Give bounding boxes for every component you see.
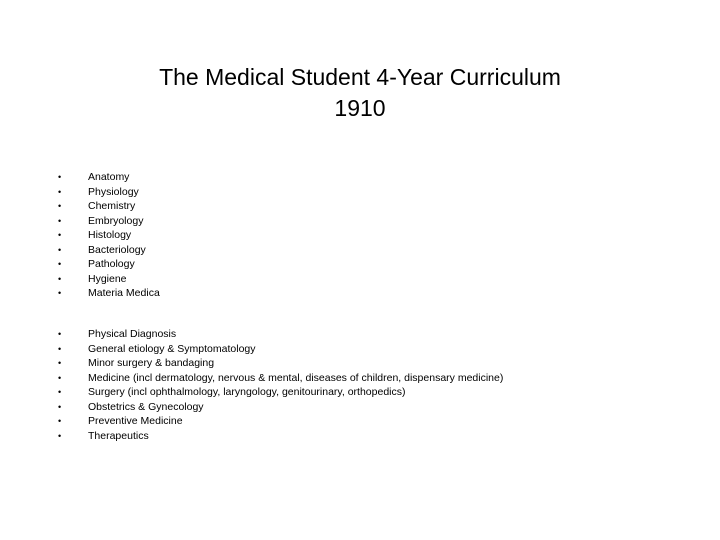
bullet-icon: •	[58, 259, 62, 269]
bullet-icon: •	[58, 401, 62, 412]
bullet-icon: •	[58, 329, 62, 339]
title-line-1: The Medical Student 4-Year Curriculum	[159, 64, 561, 90]
list-item-text: Medicine (incl dermatology, nervous & mental, diseases of children, dispensary medicine)	[88, 371, 504, 384]
bullet-icon: •	[58, 273, 62, 284]
list-item-text: Therapeutics	[88, 429, 149, 442]
bullet-icon: •	[58, 387, 62, 397]
list-item-text: Hygiene	[88, 272, 127, 285]
bullet-icon: •	[58, 416, 62, 426]
bullet-icon: •	[58, 372, 62, 383]
bullet-icon: •	[58, 230, 62, 240]
list-item-text: Obstetrics & Gynecology	[88, 400, 204, 413]
title-line-2: 1910	[334, 95, 386, 121]
bullet-icon: •	[58, 186, 62, 197]
list-item-text: Surgery (incl ophthalmology, laryngology, genitourinary, orthopedics)	[88, 386, 406, 398]
bullet-icon: •	[58, 215, 62, 226]
bullet-icon: •	[58, 172, 62, 182]
list-item-text: Histology	[88, 229, 132, 241]
list-item-text: Preventive Medicine	[88, 415, 183, 427]
list-item-text: Embryology	[88, 214, 144, 227]
list-item-text: Bacteriology	[88, 243, 146, 256]
bullet-icon: •	[58, 430, 62, 441]
bullet-icon: •	[58, 201, 62, 211]
bullet-icon: •	[58, 343, 62, 354]
list-item-text: Minor surgery & bandaging	[88, 357, 215, 369]
bullet-icon: •	[58, 244, 62, 255]
list-item-text: Physical Diagnosis	[88, 328, 177, 340]
list-item-text: General etiology & Symptomatology	[88, 342, 256, 355]
list-item-text: Materia Medica	[88, 287, 160, 299]
bullet-icon: •	[58, 358, 62, 368]
list-item-text: Pathology	[88, 258, 135, 270]
bullet-icon: •	[58, 288, 62, 298]
list-item-text: Anatomy	[88, 171, 130, 183]
slide-title	[0, 62, 720, 124]
list-item-text: Physiology	[88, 185, 139, 198]
list-item-text: Chemistry	[88, 200, 136, 212]
